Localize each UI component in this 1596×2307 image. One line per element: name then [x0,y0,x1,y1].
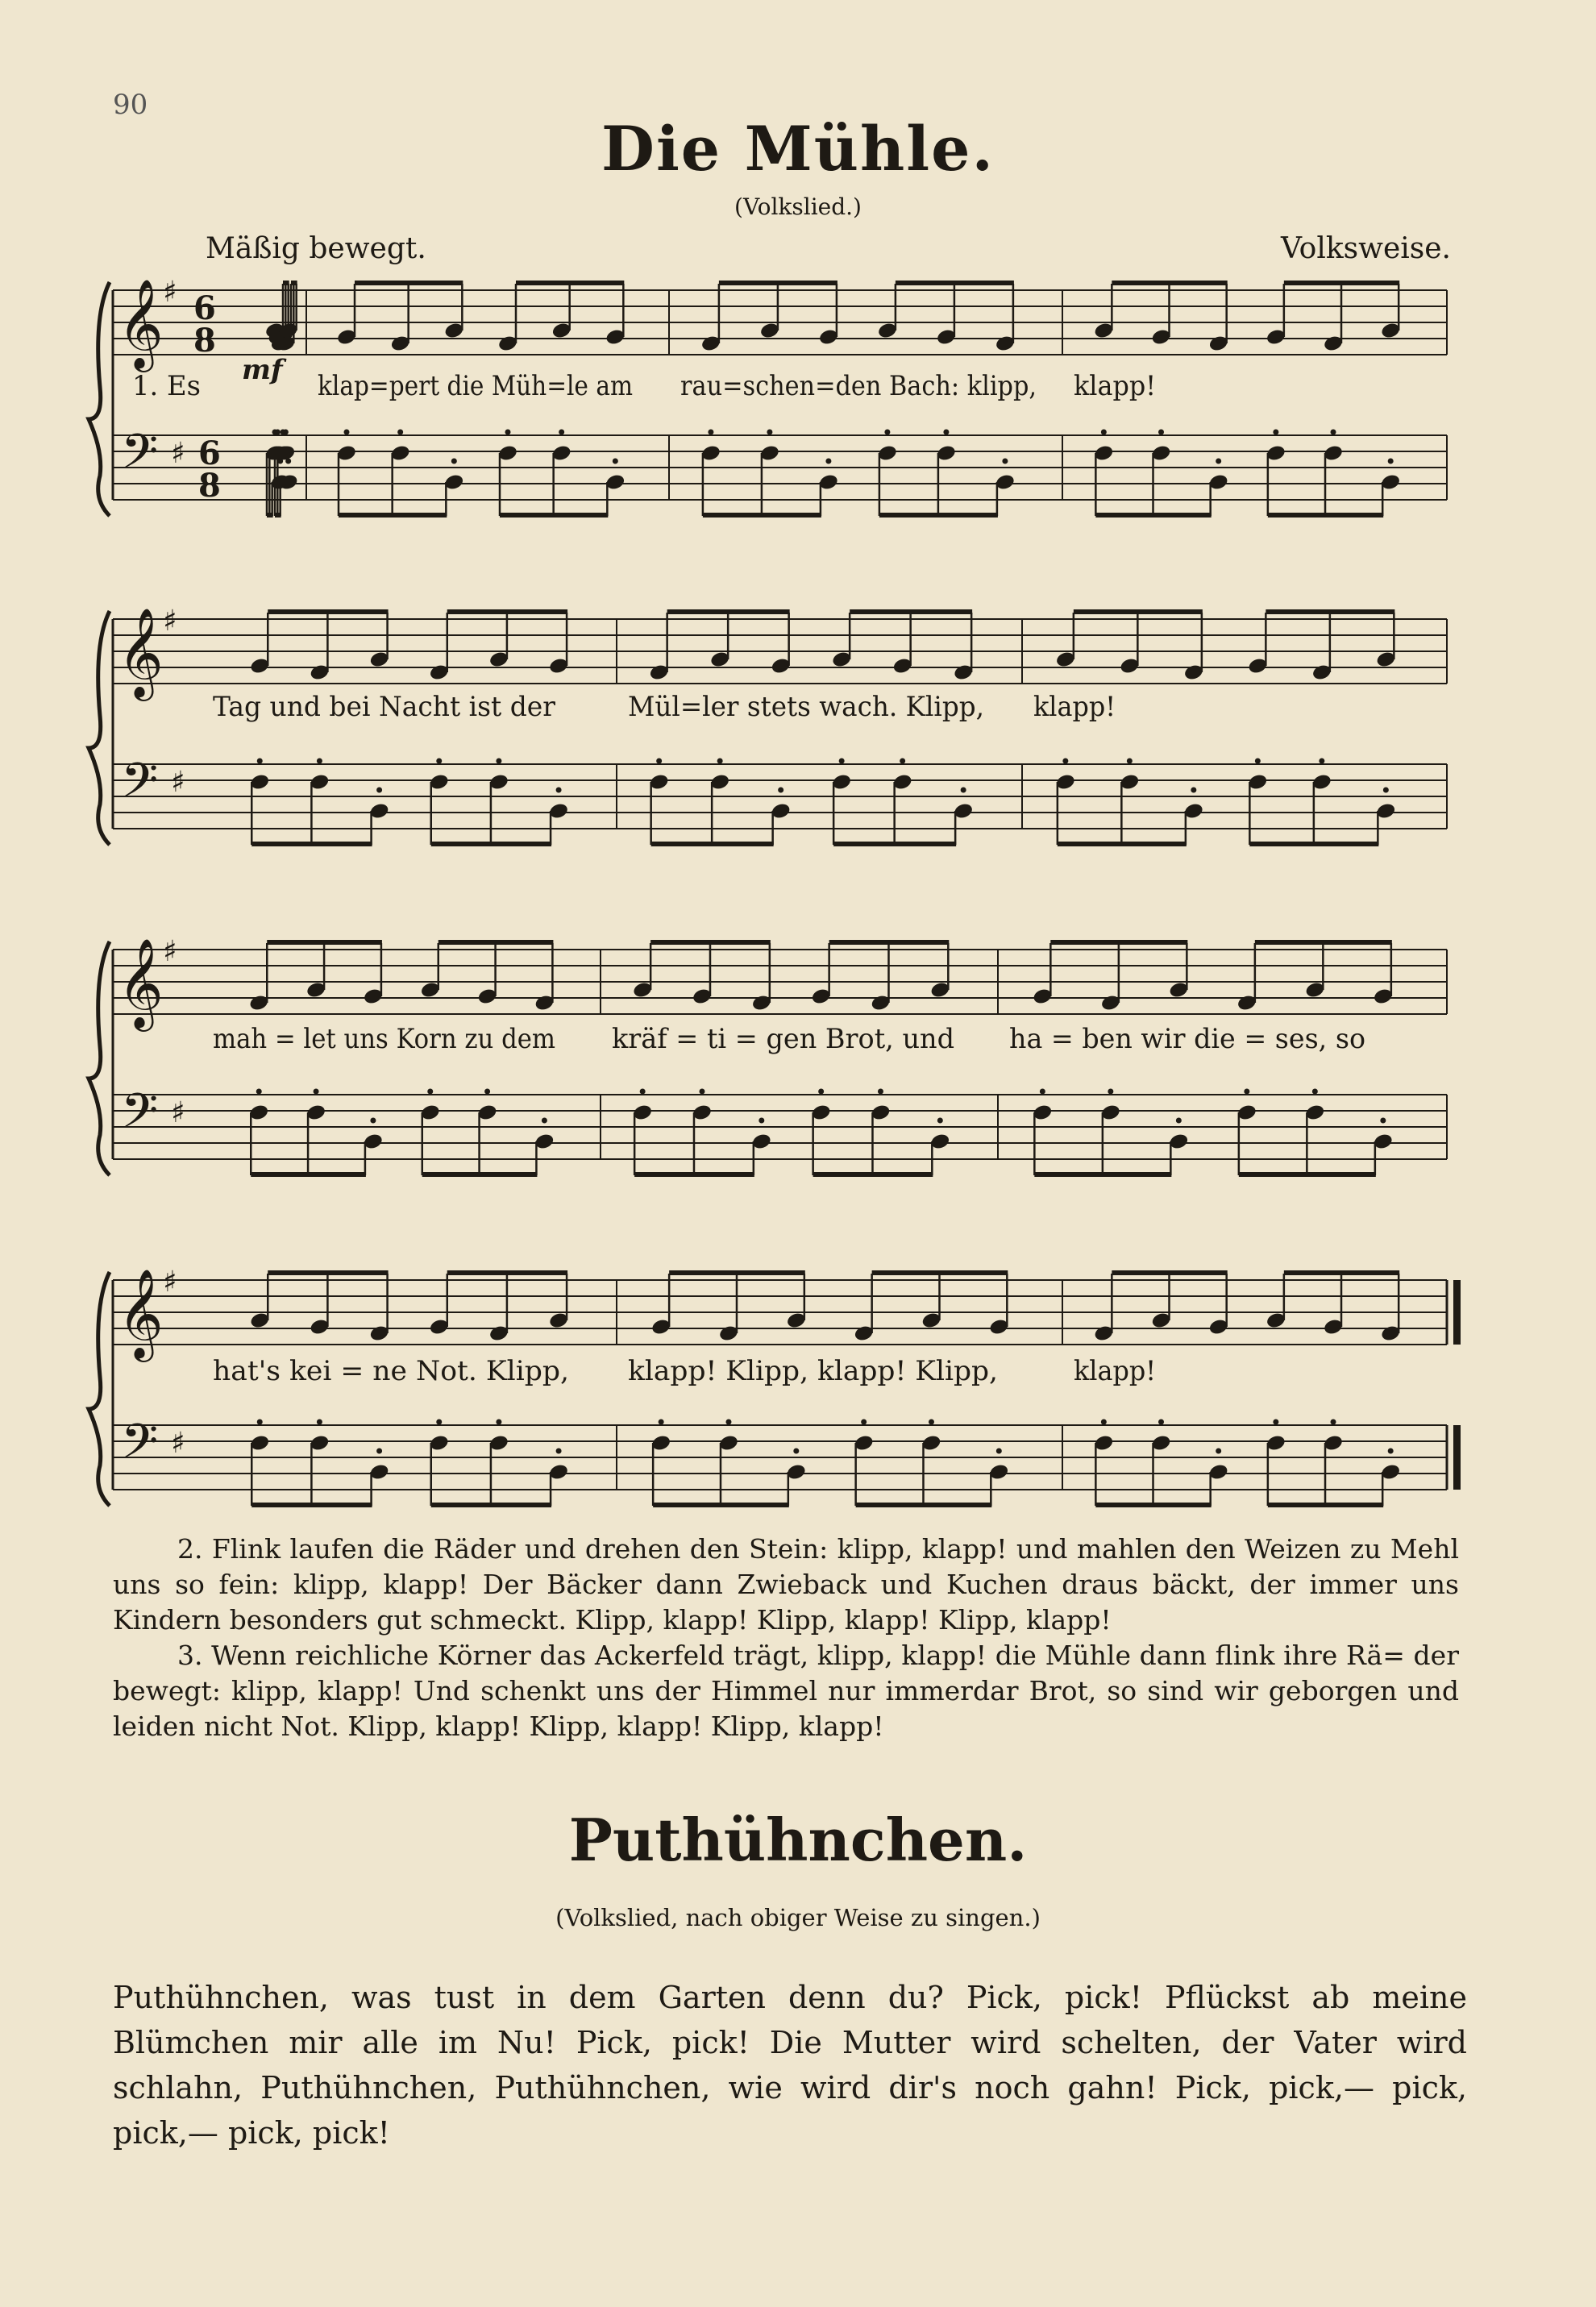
staccato-dot [436,759,442,764]
bass-note-beam [833,842,956,846]
song-subtitle: (Volkslied.) [734,193,862,220]
note-beam [1266,609,1394,614]
verses-block [113,1532,1459,1744]
staccato-dot [1040,1089,1045,1095]
song-title: Die Mühle. [601,113,995,185]
note-beam [872,1270,1008,1275]
staccato-dot [436,1420,442,1425]
staccato-dot [1273,430,1278,435]
staccato-dot [1127,759,1133,764]
staccato-dot [256,1089,262,1095]
bass-clef: 𝄢 [121,752,159,820]
note-beam [669,1270,805,1275]
note-beam [667,609,790,614]
bass-note-beam [251,1503,372,1507]
note-beam [283,281,289,285]
staccato-dot [376,1449,382,1454]
page-number: 90 [113,89,148,121]
bass-note-beam [267,513,273,518]
note-beam [516,281,624,285]
staccato-dot [496,1420,501,1425]
key-signature-sharp: ♯ [163,605,177,638]
note-beam [719,281,837,285]
staccato-dot [699,1089,704,1095]
staccato-dot [937,1118,943,1124]
lyric-segment: mah = let uns Korn zu dem [213,1023,555,1055]
second-song-text: Puthühnchen, was tust in dem Garten denn du? Pick, pick! Pflückst ab meine Blümchen mir alle im Nu! Pick, pick! Die Mutter wird schelten, der Vater wird schlahn, Puthühnchen, Puthühnchen, wie wird dir's noch gahn! Pick, pick,— pick, pick,— pick, pick! [113,1980,1467,2151]
staccato-dot [1101,430,1107,435]
staccato-dot [285,459,291,464]
system-brace [89,611,110,845]
lyric-segment: klapp! [1074,370,1156,402]
staccato-dot [878,1089,883,1095]
staccato-dot [376,788,382,793]
staccato-dot [1108,1089,1113,1095]
key-signature-sharp: ♯ [163,1266,177,1299]
staccato-dot [427,1089,433,1095]
staccato-dot [943,430,949,435]
treble-clef: 𝄞 [118,937,164,1028]
staccato-dot [1176,1118,1182,1124]
bass-note-beam [251,842,372,846]
staccato-dot [1380,1118,1386,1124]
treble-clef: 𝄞 [118,1268,164,1358]
bass-note-beam [879,513,998,518]
staccato-dot [317,1420,322,1425]
staccato-dot [496,759,501,764]
bass-note-beam [1249,842,1378,846]
verse-3: 3. Wenn reichliche Körner das Ackerfeld trägt, klipp, klapp! die Mühle dann flink ihre Rä= der bewegt: klipp, klapp! Und schenkt uns der Himmel nur immerdar Brot, so sind wir geborgen und leiden nicht Not. Klipp, klapp! Klipp, klapp! Klipp, klapp! [113,1640,1459,1742]
note-beam [1074,609,1203,614]
staccato-dot [640,1089,646,1095]
bass-note-beam [653,1503,789,1507]
key-signature-sharp: ♯ [171,766,185,799]
time-signature: 8 [198,467,221,505]
bass-note-beam [431,1503,551,1507]
time-signature: 6 [198,434,221,472]
lyric-segment: klap=pert die Müh=le am [318,370,633,402]
dynamic-marking: mf [242,354,283,386]
staccato-dot [613,459,618,464]
staccato-dot [1191,788,1196,793]
key-signature-sharp: ♯ [163,935,177,968]
bass-note-beam [1095,513,1211,518]
staccato-dot [861,1420,867,1425]
bass-note-beam [251,1172,366,1177]
staccato-dot [793,1449,799,1454]
lyric-segment: 1. Es [132,370,201,402]
system-brace [89,942,110,1175]
note-beam [1112,281,1227,285]
staccato-dot [1388,459,1394,464]
staccato-dot [559,430,564,435]
lyric-segment: rau=schen=den Bach: klipp, [680,370,1037,402]
second-song-subtitle: (Volkslied, nach obiger Weise zu singen.) [555,1904,1041,1931]
staccato-dot [1101,1420,1107,1425]
key-signature-sharp: ♯ [171,1427,185,1460]
bass-clef: 𝄢 [121,1083,159,1150]
staccato-dot [659,1420,664,1425]
staccato-dot [1158,1420,1164,1425]
staccato-dot [370,1118,376,1124]
bass-note-beam [275,513,281,518]
staccato-dot [1062,759,1068,764]
tempo-marking: Mäßig bewegt. [206,232,426,265]
staccato-dot [767,430,772,435]
system-brace [89,1272,110,1506]
note-beam [896,281,1014,285]
treble-clef: 𝄞 [118,607,164,697]
bass-note-beam [339,513,447,518]
note-beam [268,609,388,614]
note-beam [447,1270,567,1275]
staccato-dot [1383,788,1389,793]
note-beam [355,281,463,285]
bass-note-beam [1268,1503,1383,1507]
staccato-dot [839,759,845,764]
staccato-dot [1244,1089,1249,1095]
staccato-dot [1273,1420,1278,1425]
bass-note-beam [422,1172,538,1177]
key-signature-sharp: ♯ [171,1096,185,1129]
note-beam [1284,1270,1399,1275]
note-beam [1255,940,1392,945]
lyric-segment: klapp! Klipp, klapp! Klipp, [628,1355,998,1387]
lyric-segment: hat's kei = ne Not. Klipp, [213,1355,569,1387]
bass-note-beam [1268,513,1383,518]
final-barline [1453,1425,1461,1490]
bass-note-beam [500,513,608,518]
staccato-dot [1312,1089,1318,1095]
staccato-dot [257,1420,263,1425]
staccato-dot [717,759,723,764]
note-beam [1284,281,1399,285]
lyric-segment: kräf = ti = gen Brot, und [612,1023,954,1055]
staccato-dot [708,430,713,435]
note-beam [650,940,771,945]
staccato-dot [778,788,783,793]
bass-note-beam [431,842,551,846]
bass-note-beam [634,1172,754,1177]
note-beam [438,940,554,945]
staccato-dot [656,759,662,764]
bass-note-beam [813,1172,933,1177]
bass-clef: 𝄢 [121,423,159,491]
final-barline [1453,1280,1461,1345]
note-beam [829,940,950,945]
second-song-title: Puthühnchen. [568,1806,1028,1874]
lyric-segment: Mül=ler stets wach. Klipp, [628,691,984,723]
staccato-dot [818,1089,824,1095]
staccato-dot [1002,459,1008,464]
staccato-dot [1255,759,1261,764]
note-beam [1112,1270,1227,1275]
staccato-dot [1331,1420,1336,1425]
lyric-segment: klapp! [1033,691,1116,723]
staccato-dot [314,1089,319,1095]
key-signature-sharp: ♯ [171,437,185,470]
staccato-dot [825,459,831,464]
bass-note-beam [1034,1172,1171,1177]
staccato-dot [1158,430,1164,435]
staccato-dot [996,1449,1002,1454]
staccato-dot [1331,430,1336,435]
note-beam [447,609,567,614]
lyric-segment: Tag und bei Nacht ist der [213,691,556,723]
time-signature: 6 [193,289,216,327]
staccato-dot [961,788,966,793]
staccato-dot [1388,1449,1394,1454]
staccato-dot [1216,459,1221,464]
staccato-dot [900,759,905,764]
staccato-dot [257,759,263,764]
note-beam [291,281,297,285]
staccato-dot [929,1420,934,1425]
note-beam [850,609,972,614]
bass-note-beam [1239,1172,1376,1177]
note-beam [267,940,382,945]
system-brace [89,282,110,516]
staccato-dot [556,788,562,793]
lyric-segment: ha = ben wir die = ses, so [1009,1023,1365,1055]
treble-clef: 𝄞 [118,278,164,368]
note-beam [1050,940,1187,945]
staccato-dot [505,430,511,435]
bass-note-beam [651,842,774,846]
staccato-dot [542,1118,547,1124]
staccato-dot [484,1089,490,1095]
staccato-dot [1216,1449,1221,1454]
staccato-dot [556,1449,562,1454]
verse-2: 2. Flink laufen die Räder und drehen den Stein: klipp, klapp! und mahlen den Weizen zu Mehl uns so fein: klipp, klapp! Der Bäcker dann Zwieback und Kuchen draus bäckt, der immer uns Kindern besonders gut schmeckt. Klipp, klapp! Klipp, klapp! Klipp, klapp! [113,1533,1459,1636]
staccato-dot [317,759,322,764]
staccato-dot [759,1118,764,1124]
key-signature-sharp: ♯ [163,276,177,309]
staccato-dot [275,430,281,435]
staccato-dot [1319,759,1324,764]
bass-note-beam [856,1503,992,1507]
composer-credit: Volksweise. [1280,232,1451,265]
staccato-dot [451,459,457,464]
staccato-dot [397,430,403,435]
note-beam [268,1270,388,1275]
staccato-dot [344,430,350,435]
staccato-dot [884,430,890,435]
staccato-dot [725,1420,731,1425]
bass-note-beam [1095,1503,1211,1507]
lyric-segment: klapp! [1074,1355,1156,1387]
bass-note-beam [703,513,821,518]
staccato-dot [283,430,289,435]
bass-clef: 𝄢 [121,1413,159,1481]
time-signature: 8 [193,322,216,360]
bass-note-beam [1058,842,1187,846]
